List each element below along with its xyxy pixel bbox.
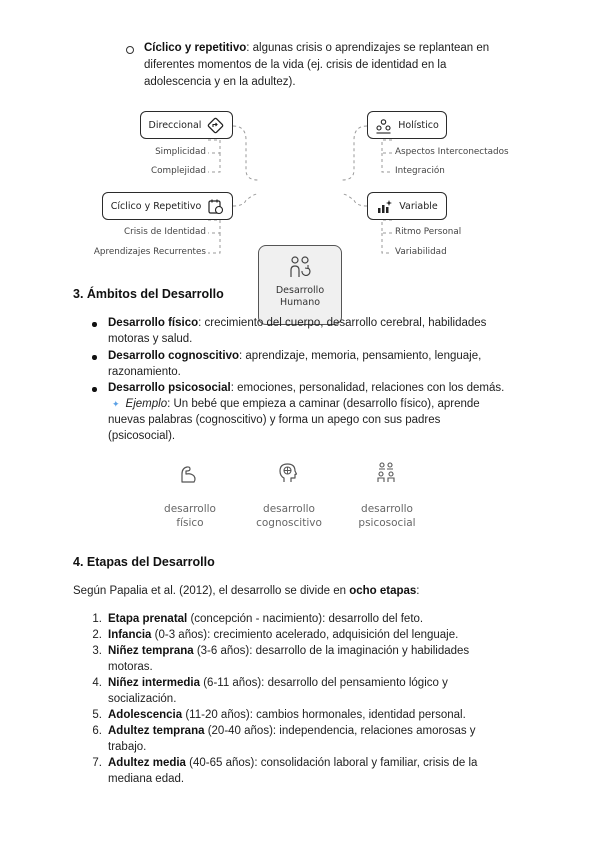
intro-bullet-line3: adolescencia y en la adultez). <box>144 76 296 88</box>
sub-aspectos-interconectados: Aspectos Interconectados <box>395 147 509 157</box>
box-ciclico: Cíclico y Repetitivo <box>102 192 233 220</box>
icon-label-psicosocial: desarrollo psicosocial <box>358 503 416 529</box>
sub-aprendizajes-recurrentes: Aprendizajes Recurrentes <box>93 247 206 257</box>
ambito-cognoscitivo-line1: Desarrollo cognoscitivo: aprendizaje, memoria, pensamiento, lenguaje, <box>108 350 482 362</box>
box-direccional: Direccional <box>140 111 233 139</box>
etapa-number: 2. <box>92 629 102 641</box>
sub-ritmo-personal: Ritmo Personal <box>395 227 462 237</box>
direction-sign-icon <box>207 117 224 134</box>
brain-head-icon <box>276 461 300 485</box>
connector-ciclico <box>233 194 258 206</box>
calendar-repeat-icon <box>207 198 224 215</box>
connector-holistico-sub1 <box>382 140 392 153</box>
intro-bullet-line1: Cíclico y repetitivo: algunas crisis o aprendizajes se replantean en <box>144 42 490 54</box>
ambito-fisico-line2: motoras y salud. <box>108 333 193 345</box>
sub-simplicidad: Simplicidad <box>155 147 206 157</box>
bullet-dot-icon <box>92 387 97 392</box>
sub-complejidad: Complejidad <box>151 166 206 176</box>
etapa-number: 6. <box>92 725 102 737</box>
connector-direccional-sub1 <box>208 140 220 153</box>
center-label-line1: Desarrollo <box>275 285 325 296</box>
etapa-adultez-media-line2: mediana edad. <box>108 773 185 785</box>
etapa-number: 5. <box>92 709 102 721</box>
center-label-line2: Humano <box>279 297 321 308</box>
connector-variable-sub2 <box>382 233 392 253</box>
box-holistico: Holístico <box>367 111 447 139</box>
etapa-adultez-temprana-line2: trabajo. <box>108 741 147 753</box>
etapa-ninez-intermedia: Niñez intermedia (6-11 años): desarrollo del pensamiento lógico y <box>108 677 448 689</box>
bullet-dot-icon <box>92 322 97 327</box>
people-cycle-icon <box>286 255 314 281</box>
connector-direccional <box>233 126 258 180</box>
etapa-number: 4. <box>92 677 102 689</box>
etapa-ninez-temprana-line2: motoras. <box>108 661 153 673</box>
section4-intro: Según Papalia et al. (2012), el desarrollo se divide en ocho etapas: <box>73 585 420 597</box>
etapa-number: 3. <box>92 645 102 657</box>
intro-bullet-bold: Cíclico y repetitivo <box>144 42 247 54</box>
example-line2: nuevas palabras (cognoscitivo) y forma un apego con sus padres <box>108 414 441 426</box>
connector-holistico <box>342 126 367 180</box>
sub-crisis-identidad: Crisis de Identidad <box>123 227 206 237</box>
center-box-desarrollo-humano <box>258 245 342 325</box>
etapa-number: 1. <box>92 613 102 625</box>
icon-label-fisico: desarrollo físico <box>164 503 216 529</box>
group-people-icon <box>374 461 398 485</box>
box-variable: Variable <box>367 192 447 220</box>
connector-direccional-sub2 <box>208 153 220 172</box>
section4-heading: 4. Etapas del Desarrollo <box>73 555 215 569</box>
circle-bullet-icon <box>126 46 134 54</box>
intro-bullet-line2: diferentes momentos de la vida (ej. crisis de identidad en la <box>144 59 447 71</box>
etapa-adultez-media: Adultez media (40-65 años): consolidación laboral y familiar, crisis de la <box>108 757 478 769</box>
chart-sparkle-icon <box>376 198 393 215</box>
etapa-number: 7. <box>92 757 102 769</box>
example-line3: (psicosocial). <box>108 430 176 442</box>
etapa-ninez-intermedia-line2: socialización. <box>108 693 177 705</box>
ambito-cognoscitivo-line2: razonamiento. <box>108 366 181 378</box>
section3-heading: 3. Ámbitos del Desarrollo <box>73 287 224 301</box>
connector-ciclico-sub2 <box>208 233 220 253</box>
example-line1: ✦ Ejemplo: Un bebé que empieza a caminar (desarrollo físico), aprende <box>112 398 480 410</box>
connector-holistico-sub2 <box>382 153 392 172</box>
arm-strength-icon <box>176 462 200 486</box>
ambito-psicosocial-line1: Desarrollo psicosocial: emociones, personalidad, relaciones con los demás. <box>108 382 505 394</box>
star-bullet-icon: ✦ <box>112 399 120 409</box>
etapa-adolescencia: Adolescencia (11-20 años): cambios hormonales, identidad personal. <box>108 709 466 721</box>
sub-variabilidad: Variabilidad <box>395 247 447 257</box>
icon-label-cognoscitivo: desarrollo cognoscitivo <box>256 503 322 529</box>
connector-variable-sub1 <box>382 220 392 233</box>
connector-variable <box>342 194 367 206</box>
etapa-prenatal: Etapa prenatal (concepción - nacimiento): desarrollo del feto. <box>108 613 424 625</box>
ambito-fisico-line1: Desarrollo físico: crecimiento del cuerpo, desarrollo cerebral, habilidades <box>108 317 487 329</box>
bullet-dot-icon <box>92 355 97 360</box>
sub-integracion: Integración <box>395 166 445 176</box>
etapa-ninez-temprana: Niñez temprana (3-6 años): desarrollo de la imaginación y habilidades <box>108 645 470 657</box>
people-circle-icon <box>375 117 392 134</box>
connector-ciclico-sub1 <box>208 220 220 233</box>
etapa-infancia: Infancia (0-3 años): crecimiento acelerado, adquisición del lenguaje. <box>108 629 459 641</box>
etapa-adultez-temprana: Adultez temprana (20-40 años): independencia, relaciones amorosas y <box>108 725 476 737</box>
